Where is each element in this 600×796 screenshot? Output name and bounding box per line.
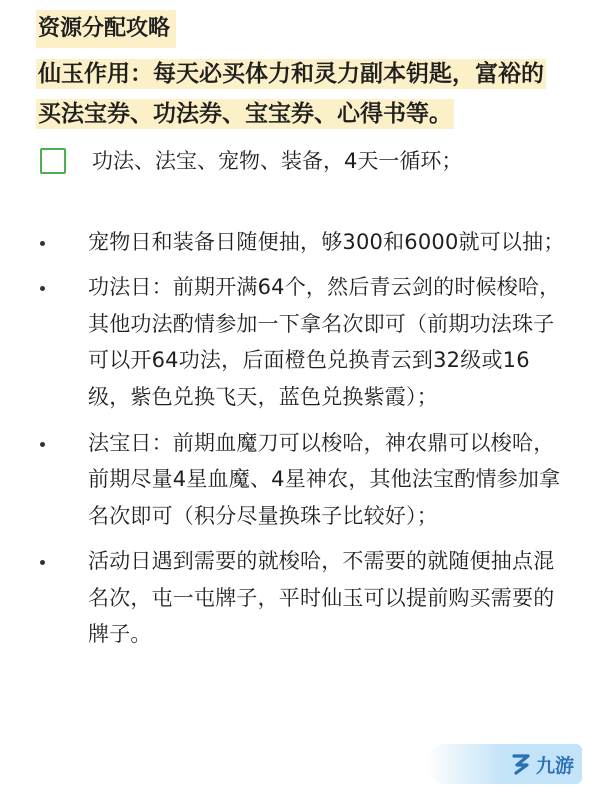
checkbox[interactable] [40,148,66,174]
checklist-label: 功法、法宝、宠物、装备，4天一循环； [92,149,463,173]
page-title: 资源分配攻略 [36,10,176,48]
watermark [426,744,582,784]
list-item [0,224,600,260]
checklist-item[interactable] [40,143,462,179]
highlight-text: 仙玉作用：每天必买体力和灵力副本钥匙，富裕的买法宝券、功法券、宝宝券、心得书等。 [38,61,544,127]
bullet-dot-icon [40,442,45,447]
highlight-paragraph [36,54,552,134]
bullet-dot-icon [40,286,45,291]
bullet-dot-icon [40,560,45,565]
bullet-list [0,224,600,652]
watermark-text: 九游 [535,754,574,777]
bullet-dot-icon [40,241,45,246]
list-item [0,425,600,534]
list-item [0,269,600,415]
list-item-text: 宠物日和装备日随便抽，够300和6000就可以抽； [88,230,565,254]
watermark-fade [426,744,504,784]
list-item-text: 活动日遇到需要的就梭哈，不需要的就随便抽点混名次，屯一屯牌子，平时仙玉可以提前购买需要的牌子。 [88,549,555,647]
watermark-logo [504,744,582,784]
list-item [0,543,600,652]
jiuyou-logo-icon [508,751,534,777]
list-item-text: 功法日：前期开满64个，然后青云剑的时候梭哈，其他功法酌情参加一下拿名次即可（前期功法珠子可以开64功法，后面橙色兑换青云到32级或16级，紫色兑换飞天，蓝色兑换紫霞）； [88,275,561,409]
list-item-text: 法宝日：前期血魔刀可以梭哈，神农鼎可以梭哈，前期尽量4星血魔、4星神农，其他法宝酌情参加拿名次即可（积分尽量换珠子比较好）； [88,431,561,528]
